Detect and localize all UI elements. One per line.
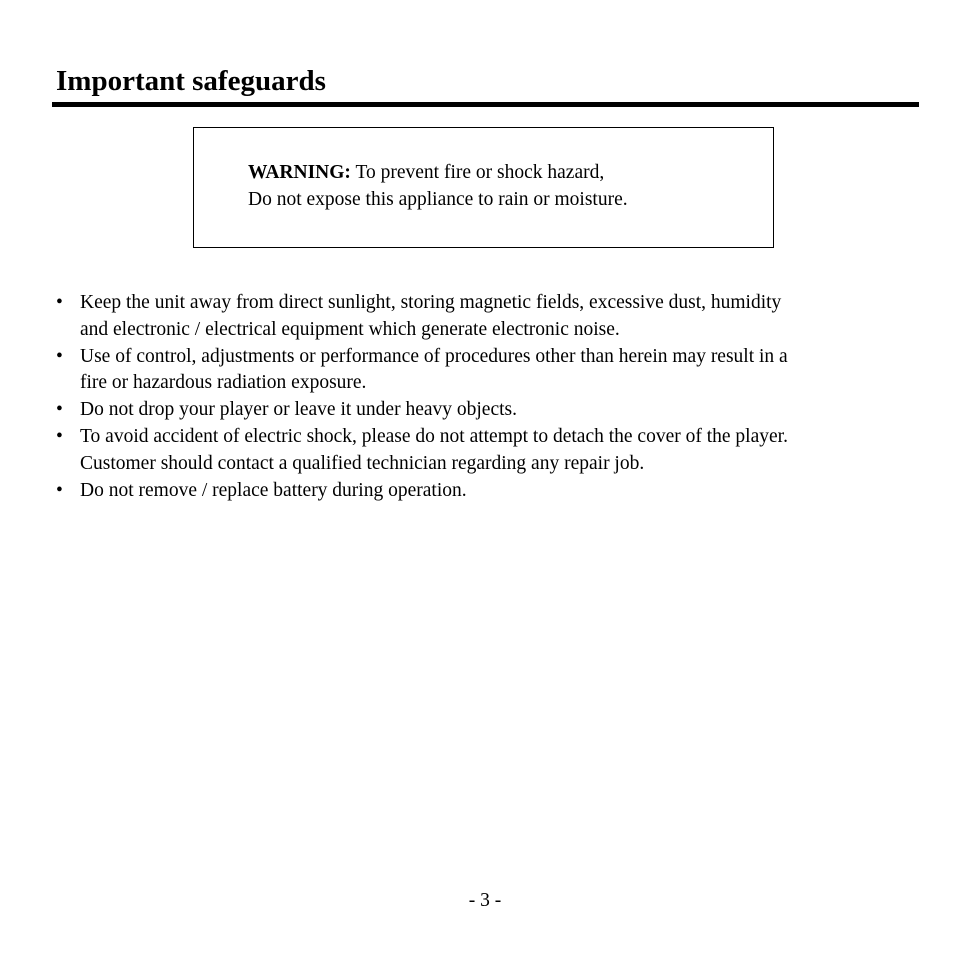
safeguard-text-line: Do not drop your player or leave it under heavy objects. bbox=[80, 399, 517, 420]
warning-box bbox=[193, 127, 774, 248]
safeguard-item bbox=[56, 478, 886, 505]
bullet-icon: • bbox=[56, 292, 63, 313]
safeguard-text-line: fire or hazardous radiation exposure. bbox=[80, 372, 367, 393]
safeguard-text-line: Customer should contact a qualified technician regarding any repair job. bbox=[80, 452, 645, 474]
safeguard-text-line: Do not remove / replace battery during operation. bbox=[80, 479, 467, 501]
safeguard-item bbox=[56, 397, 886, 424]
warning-label: WARNING: bbox=[248, 162, 351, 183]
safeguards-list bbox=[56, 290, 886, 505]
safeguard-text-line: To avoid accident of electric shock, please do not attempt to detach the cover of the player. bbox=[80, 426, 788, 447]
bullet-icon: • bbox=[56, 399, 63, 420]
title-underline-rule bbox=[52, 102, 919, 107]
safeguard-text-line: and electronic / electrical equipment which generate electronic noise. bbox=[80, 318, 620, 340]
bullet-icon: • bbox=[56, 479, 63, 501]
safeguard-item bbox=[56, 344, 886, 397]
bullet-icon: • bbox=[56, 426, 63, 447]
bullet-icon: • bbox=[56, 345, 63, 367]
page-number: - 3 - bbox=[468, 890, 502, 911]
safeguard-item bbox=[56, 424, 886, 477]
warning-line-1 bbox=[248, 159, 628, 186]
safeguard-item bbox=[56, 290, 886, 343]
warning-line-2: Do not expose this appliance to rain or moisture. bbox=[248, 189, 628, 210]
warning-message bbox=[248, 159, 628, 213]
page-title: Important safeguards bbox=[56, 65, 326, 97]
safeguard-text-line: Use of control, adjustments or performance of procedures other than herein may result in a bbox=[80, 345, 788, 367]
warning-line-1-text: To prevent fire or shock hazard, bbox=[355, 162, 605, 183]
safeguard-text-line: Keep the unit away from direct sunlight, storing magnetic fields, excessive dust, humidity bbox=[80, 292, 782, 313]
